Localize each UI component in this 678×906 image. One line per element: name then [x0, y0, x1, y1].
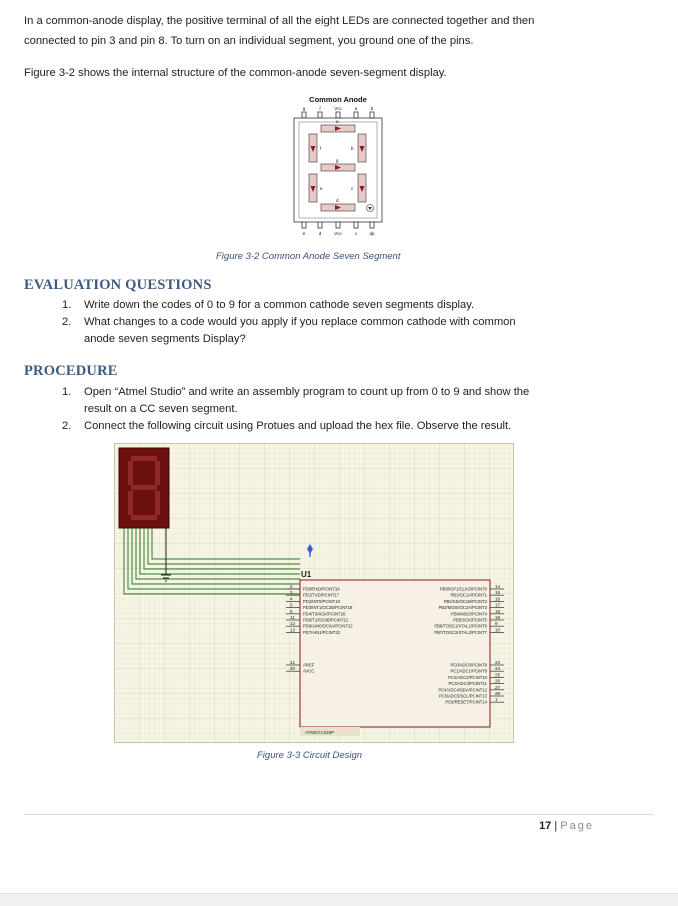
circuit-diagram [114, 443, 514, 743]
bottom-pin-label: Vcc [334, 231, 342, 236]
intro-figure-ref: Figure 3-2 shows the internal structure of the common-anode seven-segment display. [24, 67, 447, 79]
pin-label: PB6/TOSC1/XTAL1/PCINT6 [434, 623, 487, 629]
pin-number: 19 [495, 615, 501, 620]
list-item: 1. Write down the codes of 0 to 9 for a common cathode seven segments display. [62, 299, 475, 311]
pin-number: 20 [290, 666, 296, 672]
bottom-pin-label: c [354, 231, 358, 236]
pin-number: 23 [495, 660, 501, 665]
pin-label: PD0/RXD/PCINT16 [303, 586, 340, 592]
pin-label: PB4/MISO/PCINT4 [451, 611, 487, 617]
pin-number: 9 [495, 621, 498, 627]
procedure-list [62, 384, 622, 435]
pin-label: PB5/SCK/PCINT5 [453, 617, 487, 623]
diagram-title: Common Anode [309, 95, 367, 104]
segment-label-a: a [336, 119, 339, 124]
pin-number: 27 [495, 684, 501, 690]
top-pin-label: Vcc [334, 106, 342, 111]
pin-number: 10 [495, 627, 501, 633]
procedure-heading: PROCEDURE [24, 363, 118, 379]
pin-label: AREF [303, 662, 315, 668]
segment-label-g: g [336, 158, 339, 163]
bottom-pin-label: e [302, 231, 306, 236]
segment-label-e: e [320, 186, 323, 191]
pin-label: PC1/ADC1/PCINT9 [450, 668, 487, 674]
top-pin-label: g [302, 106, 306, 111]
pin-number: 25 [495, 672, 501, 678]
pin-label: PB2/SS/OC1B/PCINT2 [443, 598, 487, 604]
pin-label: PB7/TOSC2/XTAL2/PCINT7 [434, 629, 487, 635]
pin-label: PC2/ADC2/PCINT10 [448, 674, 487, 680]
pin-number: 2 [290, 584, 293, 589]
figure-3-2-caption: Figure 3-2 Common Anode Seven Segment [216, 251, 401, 262]
list-item: 1. Open “Atmel Studio” and write an assembly program to count up from 0 to 9 and show the result on a CC seven segment. [62, 386, 530, 415]
pin-label: PB0/ICP1/CLKO/PCINT0 [439, 586, 487, 592]
top-pin-label: f [319, 106, 321, 111]
pin-number: 5 [290, 602, 293, 608]
pin-number: 4 [290, 596, 293, 602]
pin-label: PD1/TXD/PCINT17 [303, 592, 340, 598]
pin-label: PD2/INT0/PCINT18 [303, 598, 340, 604]
viewer-bottom-bar [0, 893, 678, 906]
pin-label: PC4/ADC4/SDA/PCINT12 [438, 687, 487, 693]
evaluation-heading: EVALUATION QUESTIONS [24, 277, 212, 293]
list-item: 2. Connect the following circuit using Protues and upload the hex file. Observe the result. [62, 420, 512, 432]
pin-label: PB3/MOSI/OC2A/PCINT3 [438, 605, 487, 611]
seven-segment-display [119, 448, 169, 528]
pin-label: PC0/ADC0/PCINT8 [450, 662, 487, 668]
footer-divider [24, 814, 654, 815]
bottom-pin-label: d [318, 231, 322, 236]
pin-label: PD5/T1/OC0B/PCINT21 [303, 617, 349, 623]
pin-label: AVCC [303, 668, 315, 674]
list-item: 2. What changes to a code would you apply if you replace common cathode with common anode seven segments Display? [62, 316, 516, 345]
segment-label-c: c [351, 186, 354, 191]
pin-label: PD6/AIN0/OC0A/PCINT22 [303, 623, 353, 629]
segment-label-b: b [351, 146, 354, 151]
pin-number: 15 [495, 590, 501, 596]
pin-number: 14 [495, 584, 501, 589]
pin-label: PB1/OC1A/PCINT1 [450, 592, 487, 598]
pin-number: 24 [495, 666, 501, 672]
pin-number: 26 [495, 678, 501, 684]
segment-label-d: d [336, 198, 339, 203]
chip-name: ATMEGA328P [305, 730, 335, 735]
top-pin-label: a [354, 106, 358, 111]
pin-number: 6 [290, 608, 293, 614]
pin-number: 12 [290, 621, 296, 627]
page-number: 17 | Page [539, 820, 594, 832]
intro-line-1: In a common-anode display, the positive terminal of all the eight LEDs are connected together and then [24, 15, 535, 27]
pin-number: 11 [290, 615, 295, 620]
pin-label: PC3/ADC3/PCINT11 [448, 681, 487, 687]
pin-number: 18 [495, 608, 501, 614]
chip-ref: U1 [301, 570, 312, 579]
top-pin-label: b [370, 106, 374, 111]
pin-number: 21 [290, 660, 296, 665]
pin-label: PD4/T0/XCK/PCINT20 [303, 611, 346, 617]
pin-number: 13 [290, 627, 296, 633]
intro-line-2: connected to pin 3 and pin 8. To turn on an individual segment, you ground one of the pins. [24, 35, 474, 47]
pin-number: 17 [495, 602, 501, 608]
segment-label-f: f [320, 146, 322, 151]
common-anode-diagram [288, 92, 390, 242]
pin-label: PC6/RESET/PCINT14 [445, 699, 487, 705]
pin-number: 3 [290, 590, 293, 596]
pin-label: PD3/INT1/OC2B/PCINT19 [303, 605, 353, 611]
pin-label: PD7/AIN1/PCINT23 [303, 629, 341, 635]
pin-number: 1 [495, 697, 498, 703]
pin-number: 28 [495, 691, 501, 696]
pin-number: 16 [495, 596, 501, 602]
bottom-pin-label: dp [369, 231, 375, 236]
evaluation-list [62, 297, 622, 348]
pin-label: PC5/ADC5/SCL/PCINT13 [438, 693, 487, 699]
figure-3-3-caption: Figure 3-3 Circuit Design [257, 750, 363, 761]
